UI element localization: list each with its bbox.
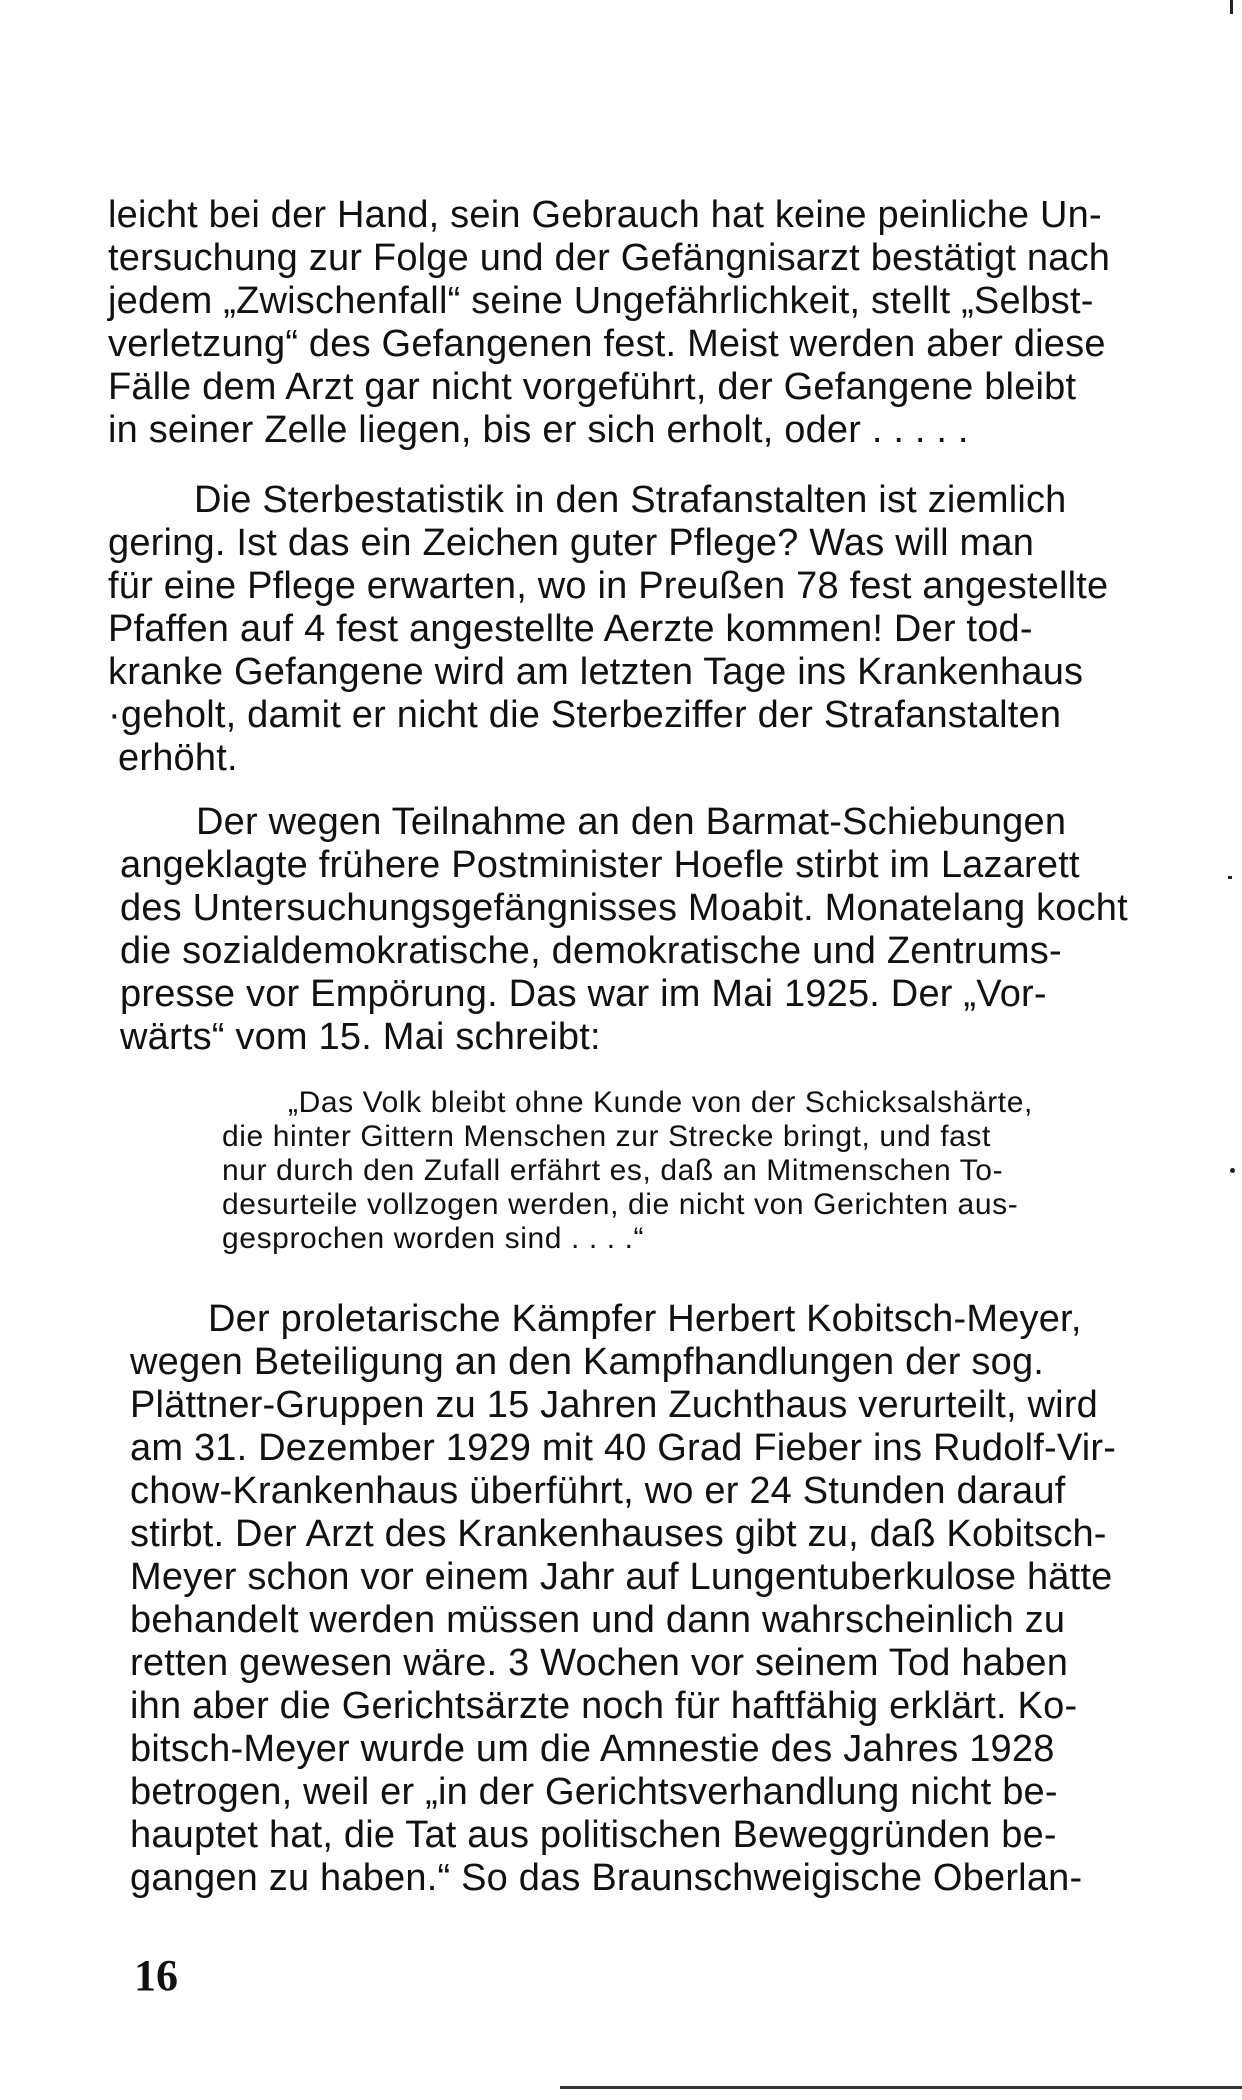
scan-edge-mark [1230,0,1233,14]
text-line: hauptet hat, die Tat aus politischen Beweggründen be- [130,1814,1057,1856]
text-line: chow-Krankenhaus überführt, wo er 24 Stunden darauf [130,1470,1066,1512]
quote-line: gesprochen worden sind . . . .“ [222,1222,645,1255]
text-line: Der wegen Teilnahme an den Barmat-Schiebungen [196,801,1067,843]
text-line: kranke Gefangene wird am letzten Tage ins Krankenhaus [108,651,1084,693]
text-line: Pfaffen auf 4 fest angestellte Aerzte kommen! Der tod- [108,608,1033,650]
text-line: stirbt. Der Arzt des Krankenhauses gibt zu, daß Kobitsch- [130,1513,1107,1555]
text-line: des Untersuchungsgefängnisses Moabit. Monatelang kocht [120,887,1128,929]
text-line: Der proletarische Kämpfer Herbert Kobitsch-Meyer, [208,1298,1082,1340]
text-line: presse vor Empörung. Das war im Mai 1925. Der „Vor- [120,973,1047,1015]
quote-line: desurteile vollzogen werden, die nicht von Gerichten aus- [222,1188,1019,1221]
text-line: bitsch-Meyer wurde um die Amnestie des Jahres 1928 [130,1728,1055,1770]
text-line: Plättner-Gruppen zu 15 Jahren Zuchthaus verurteilt, wird [130,1384,1099,1426]
text-line: erhöht. [118,737,238,779]
text-line: angeklagte frühere Postminister Hoefle stirbt im Lazarett [120,844,1080,886]
text-line: am 31. Dezember 1929 mit 40 Grad Fieber ins Rudolf-Vir- [130,1427,1117,1469]
text-line: wärts“ vom 15. Mai schreibt: [120,1016,601,1058]
text-line: für eine Pflege erwarten, wo in Preußen 78 fest angestellte [108,565,1109,607]
text-line: verletzung“ des Gefangenen fest. Meist werden aber diese [108,323,1106,365]
scan-edge-mark [1228,876,1232,879]
text-line: gangen zu haben.“ So das Braunschweigische Oberlan- [130,1857,1083,1899]
scan-edge-mark [1230,1168,1235,1173]
text-line: leicht bei der Hand, sein Gebrauch hat keine peinliche Un- [108,194,1102,236]
text-line: gering. Ist das ein Zeichen guter Pflege? Was will man [108,522,1035,564]
text-line: ihn aber die Gerichtsärzte noch für haftfähig erklärt. Ko- [130,1685,1078,1727]
text-line: behandelt werden müssen und dann wahrscheinlich zu [130,1599,1066,1641]
scan-bottom-rule [560,2086,1242,2089]
text-line: ·geholt, damit er nicht die Sterbeziffer der Strafanstalten [108,694,1062,736]
text-line: betrogen, weil er „in der Gerichtsverhandlung nicht be- [130,1771,1058,1813]
text-line: in seiner Zelle liegen, bis er sich erholt, oder . . . . . [108,409,969,451]
text-line: die sozialdemokratische, demokratische und Zentrums- [120,930,1062,972]
quote-line: nur durch den Zufall erfährt es, daß an Mitmenschen To- [222,1154,1004,1187]
quote-line: die hinter Gittern Menschen zur Strecke bringt, und fast [222,1120,991,1153]
text-line: wegen Beteiligung an den Kampfhandlungen der sog. [130,1341,1045,1383]
text-line: Meyer schon vor einem Jahr auf Lungentuberkulose hätte [130,1556,1113,1598]
page-number: 16 [134,1951,178,2000]
text-line: tersuchung zur Folge und der Gefängnisarzt bestätigt nach [108,237,1111,279]
text-line: jedem „Zwischenfall“ seine Ungefährlichkeit, stellt „Selbst- [108,280,1094,322]
quote-line: „Das Volk bleibt ohne Kunde von der Schicksalshärte, [288,1086,1033,1119]
text-line: retten gewesen wäre. 3 Wochen vor seinem Tod haben [130,1642,1069,1684]
text-line: Die Sterbestatistik in den Strafanstalten ist ziemlich [194,479,1067,521]
text-line: Fälle dem Arzt gar nicht vorgeführt, der Gefangene bleibt [108,366,1077,408]
